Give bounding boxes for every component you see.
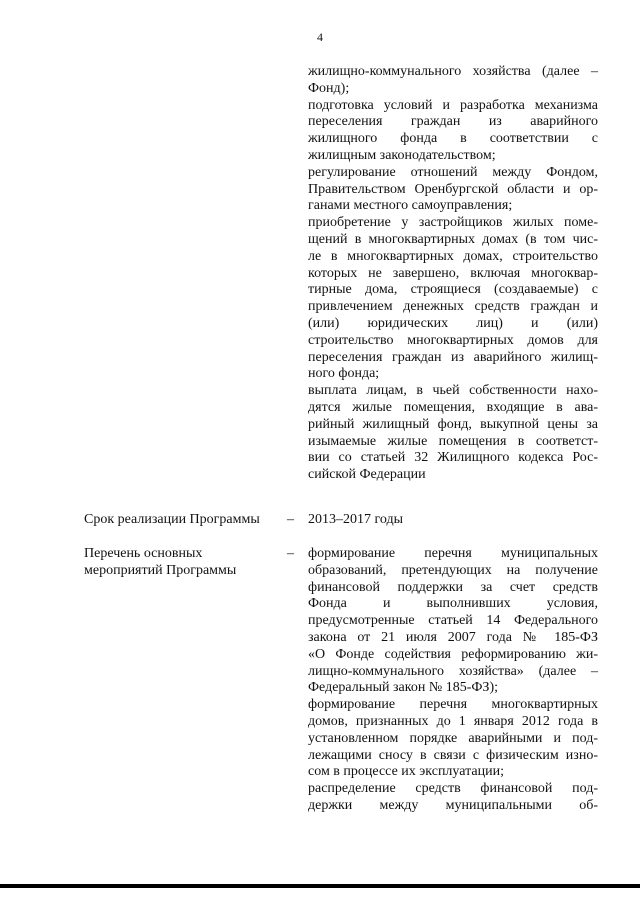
text-line: изымаемые жилые помещения в соответст- [308, 433, 598, 449]
text-line: ле в многоквартирных домах, строительство [308, 248, 598, 264]
text-line: рийный жилищный фонд, выкупной цены за [308, 416, 598, 432]
text-line: строительство многоквартирных домов для [308, 332, 598, 348]
text-line: (или) юридических лиц) и (или) [308, 315, 598, 331]
text-line: Федеральный закон № 185-ФЗ); [308, 680, 498, 696]
text-line: переселения граждан из аварийного жилищ- [308, 349, 598, 365]
text-line: финансовой поддержки за счет средств [308, 579, 598, 595]
text-line: ганами местного самоуправления; [308, 198, 513, 214]
text-line: домов, признанных до 1 января 2012 года в [308, 713, 598, 729]
text-line: сийской Федерации [308, 467, 426, 483]
text-line: щений в многоквартирных домах (в том чис- [308, 231, 598, 247]
term-value [308, 512, 598, 529]
text-line: формирование перечня многоквартирных [308, 697, 598, 713]
measures-list [308, 546, 598, 815]
text-line: вии со статьей 32 Жилищного кодекса Рос- [308, 450, 598, 466]
text-line: ного фонда; [308, 366, 380, 382]
text-line: «О Фонде содействия реформированию жи- [308, 646, 598, 662]
measures-dash: – [287, 546, 294, 561]
term-dash: – [287, 512, 294, 527]
text-line: распределение средств финансовой под- [308, 781, 598, 797]
text-line: приобретение у застройщиков жилых поме- [308, 215, 598, 231]
text-line: предусмотренные статьей 14 Федерального [308, 613, 598, 629]
text-line: Фонд); [308, 80, 350, 96]
text-line: подготовка условий и разработка механизма [308, 97, 598, 113]
text-line: сом в процессе их эксплуатации; [308, 764, 504, 780]
text-line: регулирование отношений между Фондом, [308, 164, 598, 180]
text-line: держки между муниципальными об- [308, 797, 598, 813]
term-label: Срок реализации Программы [84, 512, 260, 527]
measures-label-line-1: Перечень основных [84, 546, 203, 561]
text-line: дятся жилые помещения, входящие в ава- [308, 399, 598, 415]
text-line: формирование перечня муниципальных [308, 546, 598, 561]
page-number: 4 [317, 30, 323, 44]
text-line: Фонда и выполнивших условия, [308, 596, 598, 612]
text-line: жилищным законодательством; [308, 147, 496, 163]
text-line: жилищно-коммунального хозяйства (далее – [308, 64, 598, 79]
text-line: жилищного фонда в соответствии с [308, 131, 598, 147]
text-line: выплата лицам, в чьей собственности нахо- [308, 383, 598, 399]
term-value-text: 2013–2017 годы [308, 512, 404, 527]
text-line: Правительством Оренбургской области и ор- [308, 181, 598, 197]
bottom-rule [0, 884, 640, 888]
text-line: привлечением денежных средств граждан и [308, 299, 598, 315]
measures-label-line-2: мероприятий Программы [84, 562, 237, 578]
text-line: лищно-коммунального хозяйства» (далее – [308, 663, 598, 679]
text-line: закона от 21 июля 2007 года № 185-ФЗ [308, 629, 598, 645]
text-line: тирные дома, строящиеся (создаваемые) с [308, 282, 598, 298]
text-line: лежащими сносу в связи с физическим изно- [308, 747, 598, 763]
program-goals-continuation [308, 64, 598, 484]
measures-label [84, 546, 284, 580]
text-line: образований, претендующих на получение [308, 562, 598, 578]
text-line: которых не завершено, включая многоквар- [308, 265, 598, 281]
text-line: переселения граждан из аварийного [308, 114, 598, 130]
text-line: установленном порядке аварийными и под- [308, 730, 598, 746]
